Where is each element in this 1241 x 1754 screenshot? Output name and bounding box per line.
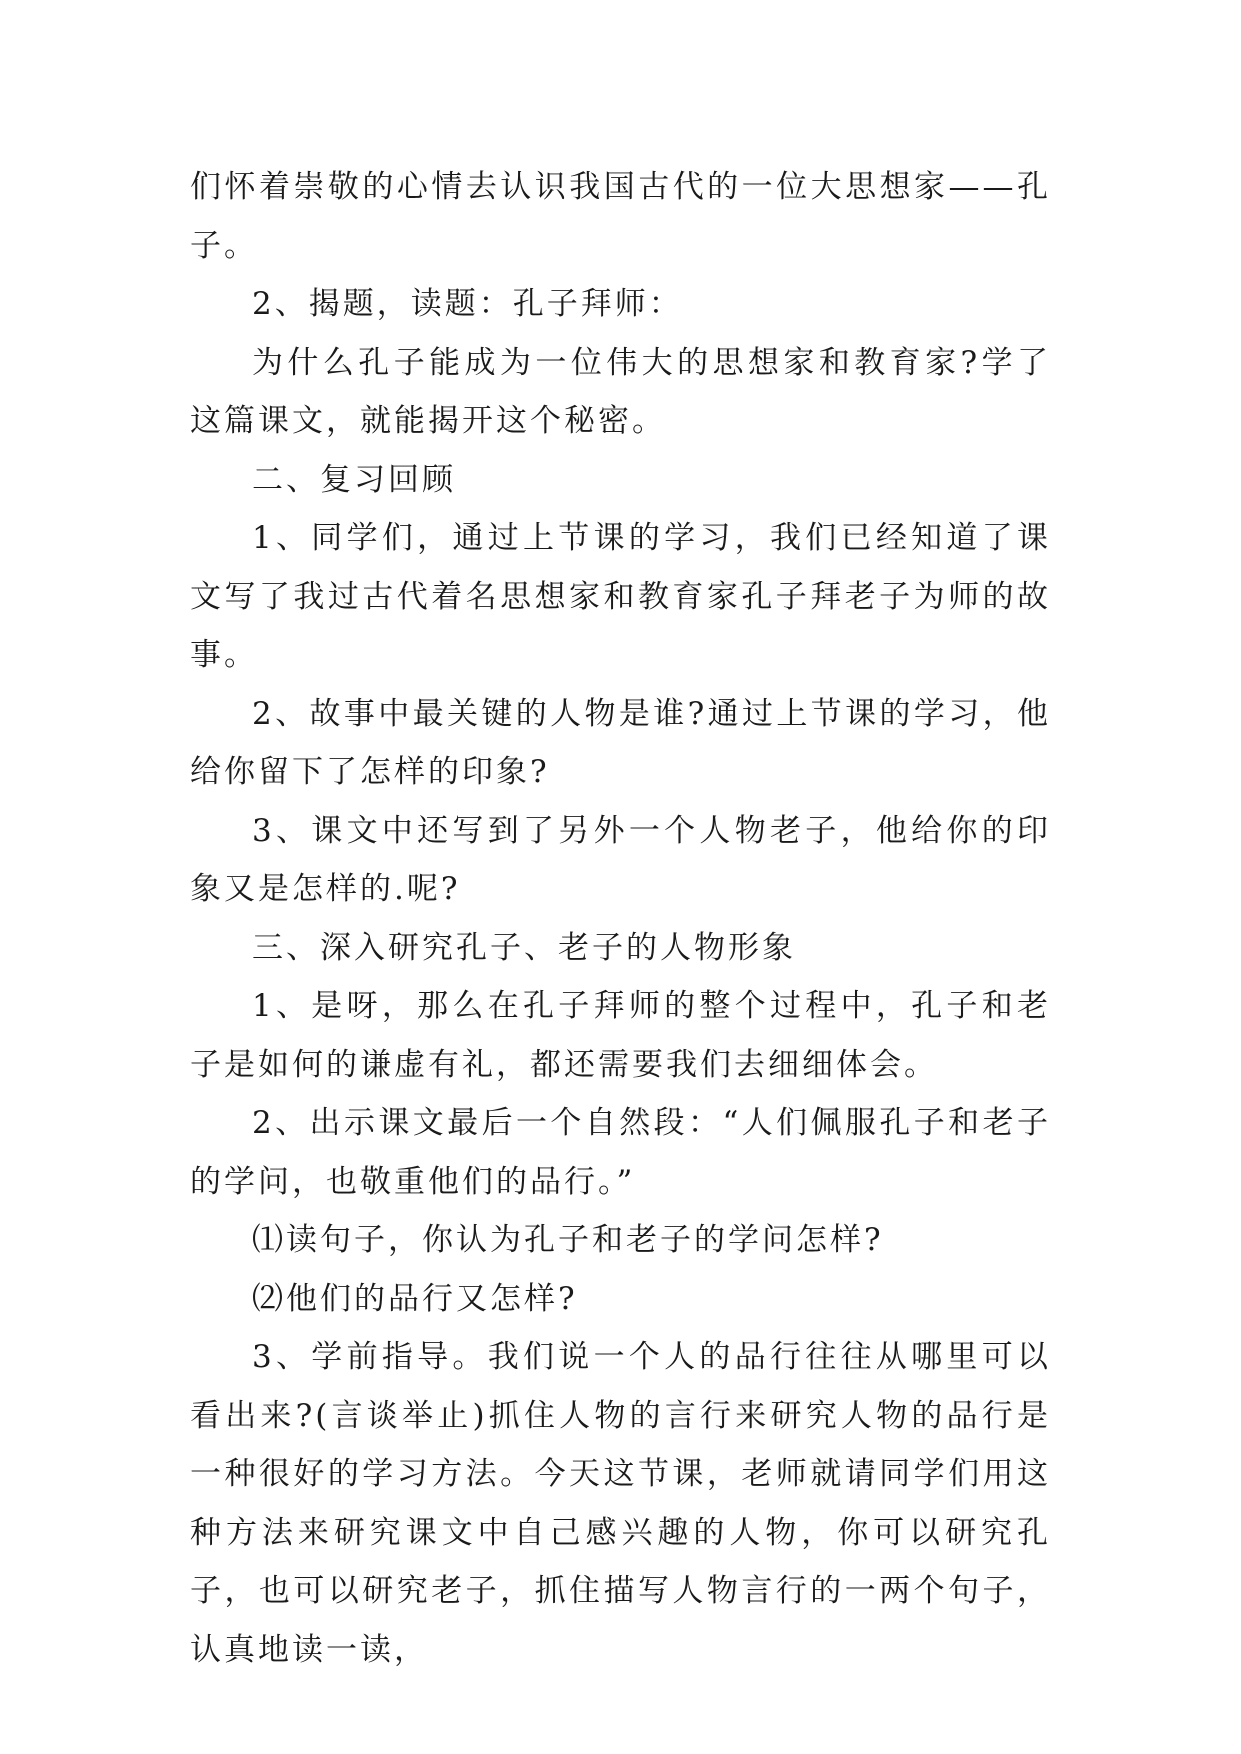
paragraph-study-2: 2、出示课文最后一个自然段：“人们佩服孔子和老子的学问，也敬重他们的品行。” — [190, 1105, 1051, 1200]
paragraph-review-2: 2、故事中最关键的人物是谁?通过上节课的学习，他给你留下了怎样的印象? — [190, 695, 1051, 790]
section-heading-study: 三、深入研究孔子、老子的人物形象 — [252, 929, 796, 966]
document-body — [190, 158, 1051, 1679]
paragraph-sub-question-2: ⑵他们的品行又怎样? — [252, 1280, 578, 1317]
paragraph-sub-question-1: ⑴读句子，你认为孔子和老子的学问怎样? — [252, 1222, 884, 1258]
paragraph-reveal-title: 2、揭题，读题：孔子拜师： — [252, 286, 683, 322]
paragraph-review-1: 1、同学们，通过上节课的学习，我们已经知道了课文写了我过古代着名思想家和教育家孔子拜老子为师的故事。 — [190, 520, 1051, 673]
section-heading-review: 二、复习回顾 — [252, 461, 456, 498]
paragraph-study-1: 1、是呀，那么在孔子拜师的整个过程中，孔子和老子是如何的谦虚有礼，都还需要我们去细细体会。 — [190, 988, 1051, 1083]
paragraph-continuation: 们怀着崇敬的心情去认识我国古代的一位大思想家——孔子。 — [190, 169, 1051, 264]
paragraph-study-3: 3、学前指导。我们说一个人的品行往往从哪里可以看出来?(言谈举止)抓住人物的言行来研究人物的品行是一种很好的学习方法。今天这节课，老师就请同学们用这种方法来研究课文中自己感兴趣的人物，你可以研究孔子，也可以研究老子，抓住描写人物言行的一两个句子，认真地读一读， — [190, 1339, 1051, 1668]
paragraph-review-3: 3、课文中还写到了另外一个人物老子，他给你的印象又是怎样的.呢? — [190, 812, 1051, 907]
paragraph-question-intro: 为什么孔子能成为一位伟大的思想家和教育家?学了这篇课文，就能揭开这个秘密。 — [190, 344, 1051, 439]
